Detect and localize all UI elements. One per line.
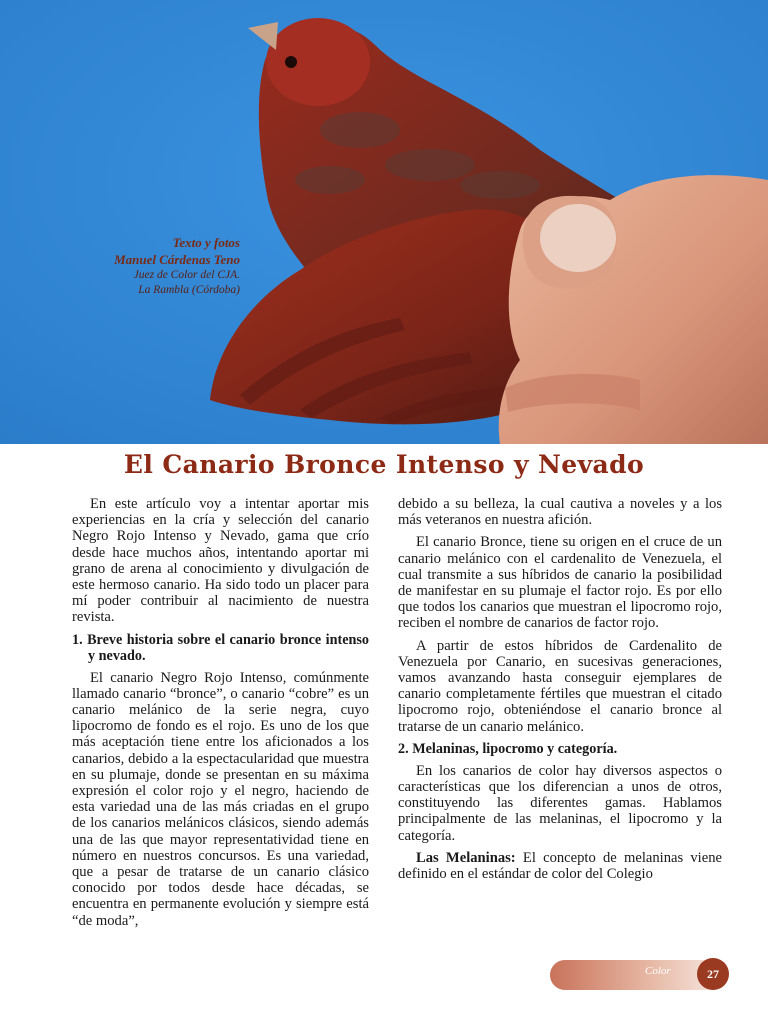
article-title: El Canario Bronce Intenso y Nevado <box>123 450 645 479</box>
credit-line-1: Texto y fotos <box>172 235 240 250</box>
hybrids-paragraph: A partir de estos híbridos de Cardenalito de Venezuela por Canario, en sucesivas generaciones, vamos avanzando hasta conseguir ejemplares de canario completamente fértiles que muestran el citado lipocromo rojo, obteniéndose el canario bronce al tratarse de un canario melánico. <box>398 637 722 735</box>
melanins-lead: Las Melaninas: <box>416 849 516 866</box>
history-paragraph: El canario Negro Rojo Intenso, comúnmente llamado canario “bronce”, o canario “cobre” es un canario melánico de la serie negra, cuyo lipocromo de fondo es el rojo. Es uno de los que más aceptación tiene entre los aficionados a los canarios, debido a la espectacularidad que muestra en su plumaje, donde se presentan en su máxima expresión el color rojo y el negro, haciendo de esta variedad una de las más criadas en el grupo de los canarios melánicos clásicos, siendo además una de las que mayor representatividad tiene en número en nuestros concursos. Es una variedad, que a pesar de tratarse de un canario clásico conocido por todos desde hace décadas, se encuentra en permanente evolución y siempre está “de moda”, <box>72 669 369 929</box>
intro-paragraph: En este artículo voy a intentar aportar mis experiencias en la cría y selección del canario Negro Rojo Intenso y Nevado, gama que crío desde hace muchos años, intentando aportar mi grano de arena al conocimiento y divulgación de este hermoso canario. Ha sido todo un placer para mí poder contribuir al nacimiento de nuestra revista. <box>72 496 369 626</box>
author-name: Manuel Cárdenas Teno <box>114 252 240 267</box>
footer-section-label: Color <box>645 965 671 977</box>
author-location: La Rambla (Córdoba) <box>138 284 240 296</box>
page-number-badge <box>697 958 729 990</box>
page-number: 27 <box>707 966 719 981</box>
melanins-text: El concepto de melaninas viene definido en el estándar de color del Colegio <box>398 849 722 883</box>
author-credit <box>114 234 240 298</box>
origin-paragraph: El canario Bronce, tiene su origen en el cruce de un canario melánico con el cardenalito de Venezuela, el cual transmite a sus híbridos de canario la posibilidad de manifestar en su plumaje el factor rojo. Es por ello que todos los canarios que muestran el lipocromo rojo, reciben el nombre de canarios de factor rojo. <box>398 534 722 632</box>
left-column <box>72 496 369 935</box>
section-heading-1: 1. Breve historia sobre el canario bronce intenso y nevado. <box>72 631 369 664</box>
right-column <box>398 496 722 888</box>
cover-photo <box>0 0 768 444</box>
section-heading-2: 2. Melaninas, lipocromo y categoría. <box>398 740 618 757</box>
aspects-paragraph: En los canarios de color hay diversos aspectos o características que los diferencian a unos de otros, constituyendo las diferentes gamas. Hablamos principalmente de las melaninas, el lipocromo y la categoría. <box>398 762 722 844</box>
melanins-paragraph <box>398 850 722 882</box>
author-title: Juez de Color del CJA. <box>133 269 240 281</box>
red-bronze-canary-in-hand-image <box>0 0 768 444</box>
continued-paragraph: debido a su belleza, la cual cautiva a noveles y a los más veteranos en nuestra afición. <box>398 496 722 529</box>
